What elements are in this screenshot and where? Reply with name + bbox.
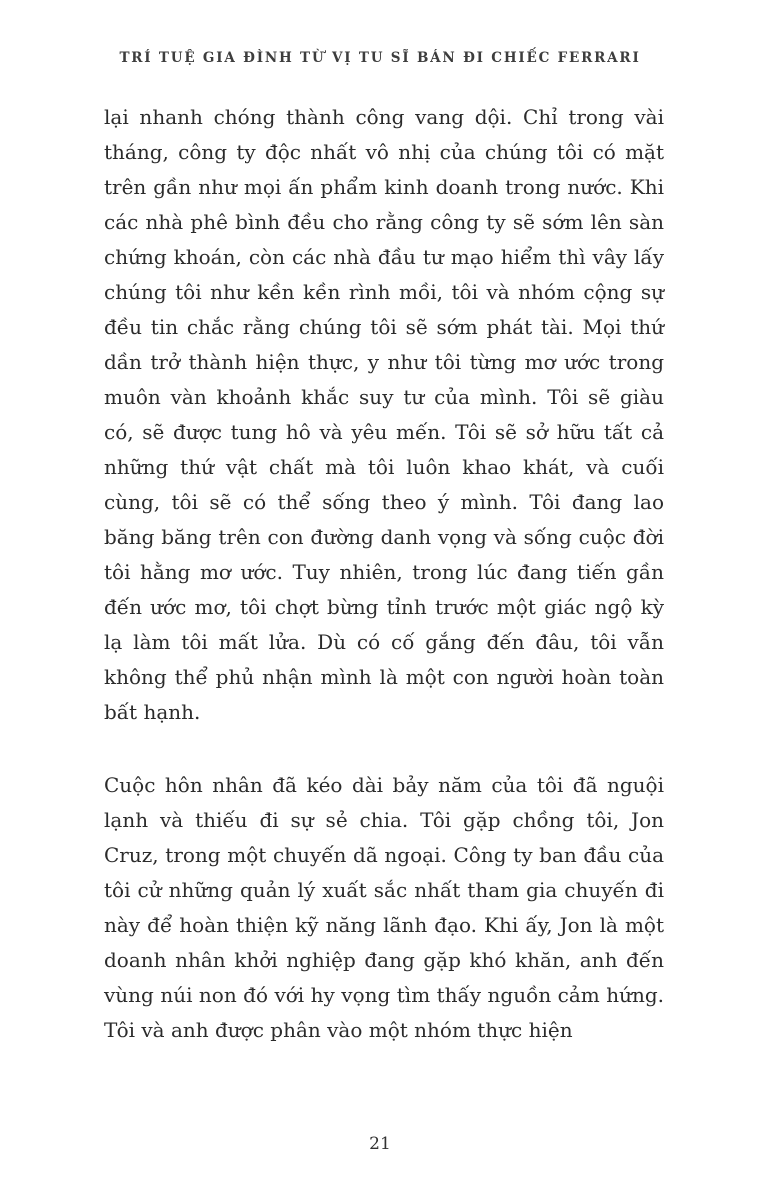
page-body [104, 100, 664, 1048]
page-number: 21 [369, 1134, 391, 1154]
running-header: TRÍ TUỆ GIA ĐÌNH TỪ VỊ TU SĨ BÁN ĐI CHIẾC FERRARI [119, 50, 641, 66]
paragraph: lại nhanh chóng thành công vang dội. Chỉ trong vài tháng, công ty độc nhất vô nhị của chúng tôi có mặt trên gần như mọi ấn phẩm kinh doanh trong nước. Khi các nhà phê bình đều cho rằng công ty sẽ sớm lên sàn chứng khoán, còn các nhà đầu tư mạo hiểm thì vây lấy chúng tôi như kền kền rình mồi, tôi và nhóm cộng sự đều tin chắc rằng chúng tôi sẽ sớm phát tài. Mọi thứ dần trở thành hiện thực, y như tôi từng mơ ước trong muôn vàn khoảnh khắc suy tư của mình. Tôi sẽ giàu có, sẽ được tung hô và yêu mến. Tôi sẽ sở hữu tất cả những thứ vật chất mà tôi luôn khao khát, và cuối cùng, tôi sẽ có thể sống theo ý mình. Tôi đang lao băng băng trên con đường danh vọng và sống cuộc đời tôi hằng mơ ước. Tuy nhiên, trong lúc đang tiến gần đến ước mơ, tôi chợt bừng tỉnh trước một giác ngộ kỳ lạ làm tôi mất lửa. Dù có cố gắng đến đâu, tôi vẫn không thể phủ nhận mình là một con người hoàn toàn bất hạnh. [104, 105, 664, 724]
paragraph: Cuộc hôn nhân đã kéo dài bảy năm của tôi đã nguội lạnh và thiếu đi sự sẻ chia. Tôi gặp chồng tôi, Jon Cruz, trong một chuyến dã ngoại. Công ty ban đầu của tôi cử những quản lý xuất sắc nhất tham gia chuyến đi này để hoàn thiện kỹ năng lãnh đạo. Khi ấy, Jon là một doanh nhân khởi nghiệp đang gặp khó khăn, anh đến vùng núi non đó với hy vọng tìm thấy nguồn cảm hứng. Tôi và anh được phân vào một nhóm thực hiện [104, 773, 664, 1042]
